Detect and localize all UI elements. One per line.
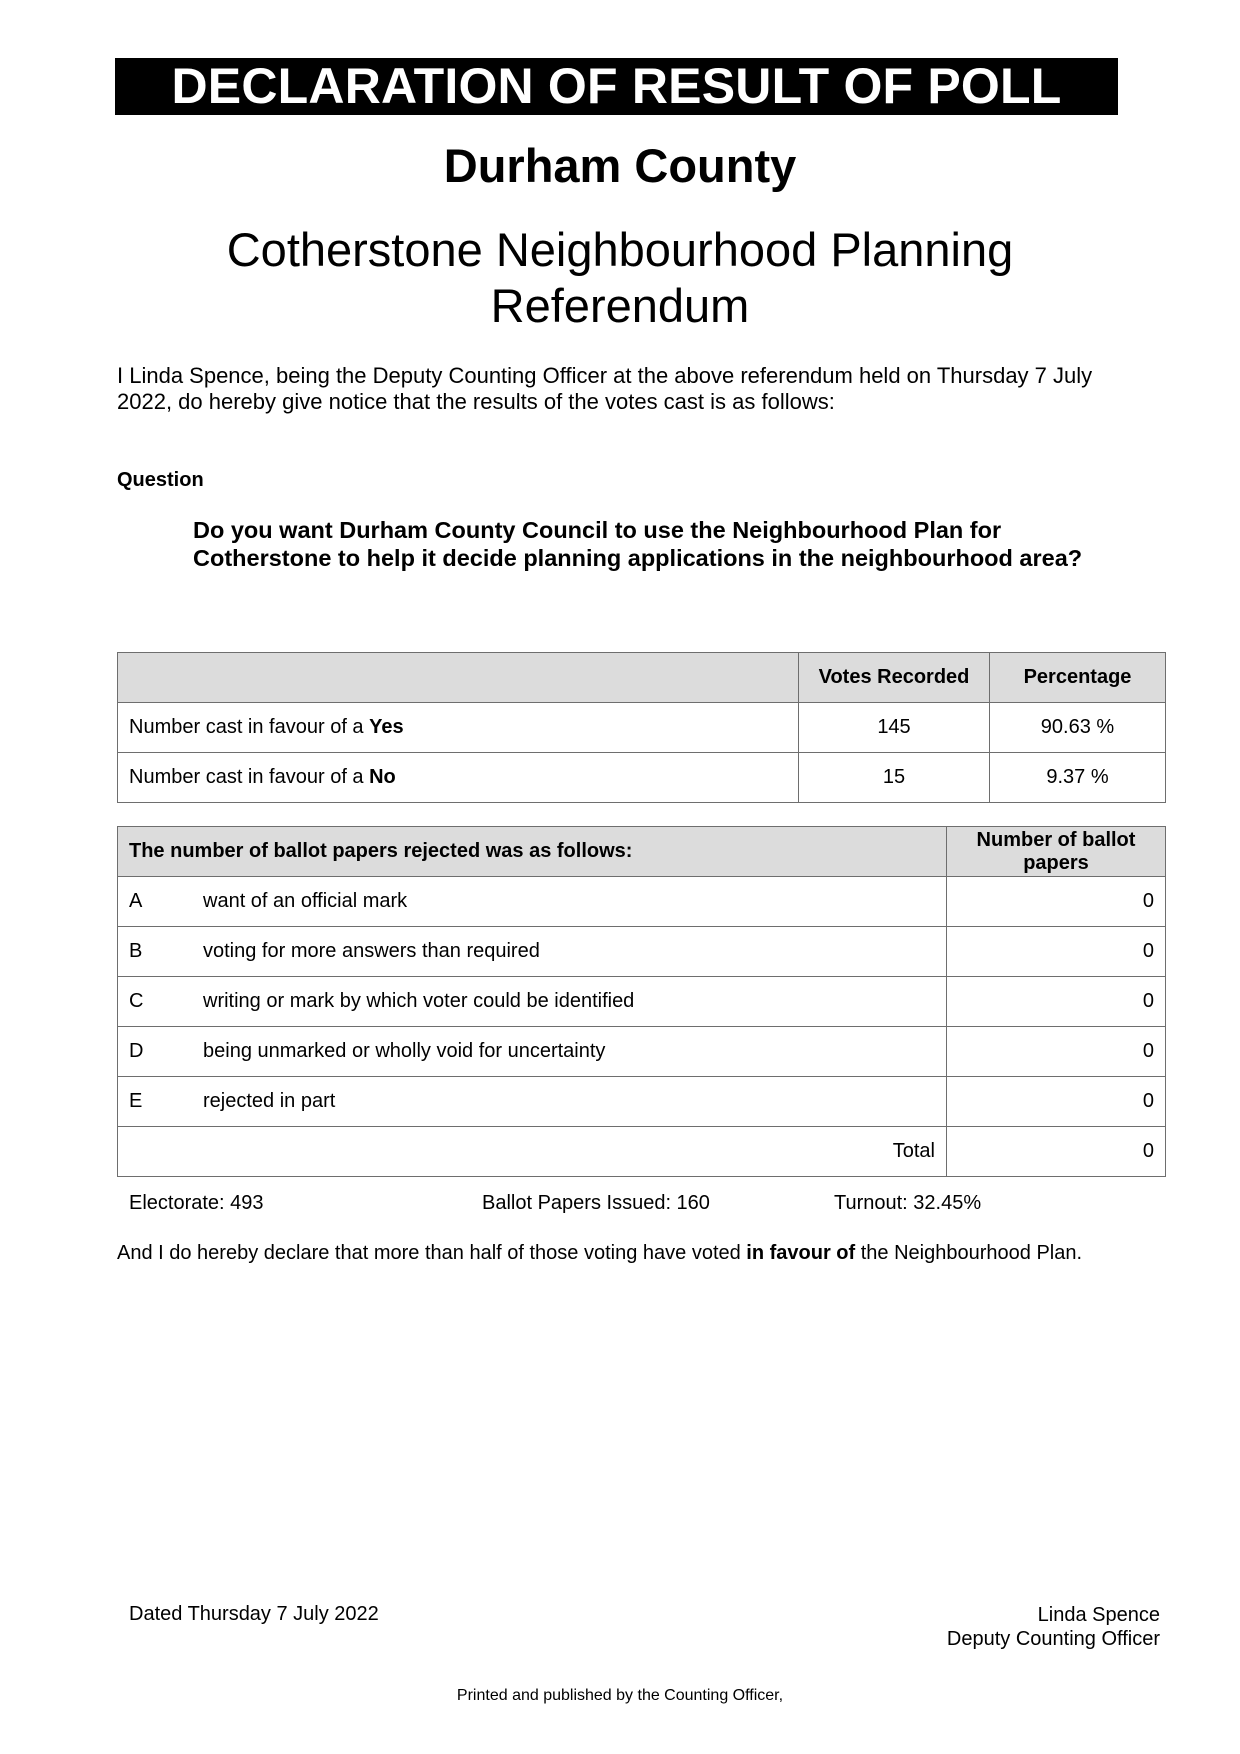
rejected-reason: voting for more answers than required xyxy=(203,940,540,962)
electorate-stat: Electorate: 493 xyxy=(129,1192,264,1214)
rejected-reason-cell xyxy=(118,927,947,977)
rejected-reason: rejected in part xyxy=(203,1090,336,1112)
votes-row-no xyxy=(118,753,1166,803)
votes-count: 15 xyxy=(799,753,990,803)
referendum-title-line2: Referendum xyxy=(490,279,750,332)
rejected-table-header xyxy=(118,827,1166,877)
rejected-reason: writing or mark by which voter could be identified xyxy=(203,990,635,1012)
declaration-statement xyxy=(117,1242,1082,1265)
rejected-letter: E xyxy=(129,1090,143,1112)
dated-line: Dated Thursday 7 July 2022 xyxy=(129,1603,379,1625)
turnout-stat: Turnout: 32.45% xyxy=(834,1192,982,1214)
rejected-reason-cell xyxy=(118,977,947,1027)
votes-table xyxy=(117,652,1166,803)
rejected-letter: A xyxy=(129,890,143,912)
declaration-banner: DECLARATION OF RESULT OF POLL xyxy=(115,58,1118,115)
votes-row-label xyxy=(118,753,799,803)
rejected-ballots-table xyxy=(117,826,1166,1177)
rejected-count: 0 xyxy=(947,1077,1166,1127)
votes-row-label xyxy=(118,703,799,753)
rejected-row xyxy=(118,877,1166,927)
rejected-count: 0 xyxy=(947,977,1166,1027)
rejected-reason: want of an official mark xyxy=(203,890,408,912)
rejected-reason: being unmarked or wholly void for uncertainty xyxy=(203,1040,606,1062)
votes-header-blank xyxy=(118,653,799,703)
county-title: Durham County xyxy=(443,139,797,192)
rejected-reason-cell xyxy=(118,1027,947,1077)
referendum-title xyxy=(0,222,1240,334)
ballot-papers-issued-stat: Ballot Papers Issued: 160 xyxy=(482,1192,710,1214)
rejected-letter: D xyxy=(129,1040,144,1062)
signatory-title: Deputy Counting Officer xyxy=(946,1628,1160,1650)
votes-percentage: 9.37 % xyxy=(990,753,1166,803)
votes-table-header xyxy=(118,653,1166,703)
rejected-total-row xyxy=(118,1127,1166,1177)
votes-row-answer: No xyxy=(369,766,396,788)
votes-row-answer: Yes xyxy=(369,716,404,738)
declaration-prefix: And I do hereby declare that more than half of those voting have voted xyxy=(117,1242,747,1264)
rejected-header-count: Number of ballot papers xyxy=(947,827,1166,877)
rejected-row xyxy=(118,1077,1166,1127)
rejected-row xyxy=(118,1027,1166,1077)
question-text: Do you want Durham County Council to use the Neighbourhood Plan for Cotherstone to help it decide planning applications in the neighbourhood area? xyxy=(193,517,1083,571)
rejected-letter: C xyxy=(129,990,144,1012)
votes-count: 145 xyxy=(799,703,990,753)
rejected-count: 0 xyxy=(947,877,1166,927)
rejected-row xyxy=(118,977,1166,1027)
rejected-header-label: The number of ballot papers rejected was as follows: xyxy=(118,827,947,877)
rejected-count: 0 xyxy=(947,927,1166,977)
rejected-reason-cell xyxy=(118,877,947,927)
votes-row-prefix: Number cast in favour of a xyxy=(129,716,370,738)
signature-block xyxy=(947,1603,1160,1651)
rejected-reason-cell xyxy=(118,1077,947,1127)
intro-paragraph: I Linda Spence, being the Deputy Counting Officer at the above referendum held on Thursday 7 July 2022, do hereby give notice that the results of the votes cast is as follows: xyxy=(117,363,1093,414)
question-label: Question xyxy=(117,469,204,491)
votes-row-prefix: Number cast in favour of a xyxy=(129,766,370,788)
printed-by-line: Printed and published by the Counting Officer, xyxy=(456,1687,784,1704)
rejected-row xyxy=(118,927,1166,977)
votes-row-yes xyxy=(118,703,1166,753)
rejected-letter: B xyxy=(129,940,143,962)
votes-percentage: 90.63 % xyxy=(990,703,1166,753)
signatory-name: Linda Spence xyxy=(1037,1604,1160,1626)
rejected-total-count: 0 xyxy=(947,1127,1166,1177)
rejected-count: 0 xyxy=(947,1027,1166,1077)
declaration-emphasis: in favour of xyxy=(746,1242,856,1264)
referendum-title-line1: Cotherstone Neighbourhood Planning xyxy=(226,223,1014,276)
votes-header-percentage: Percentage xyxy=(990,653,1166,703)
declaration-suffix: the Neighbourhood Plan. xyxy=(855,1242,1083,1264)
votes-header-recorded: Votes Recorded xyxy=(799,653,990,703)
rejected-total-label: Total xyxy=(118,1127,947,1177)
